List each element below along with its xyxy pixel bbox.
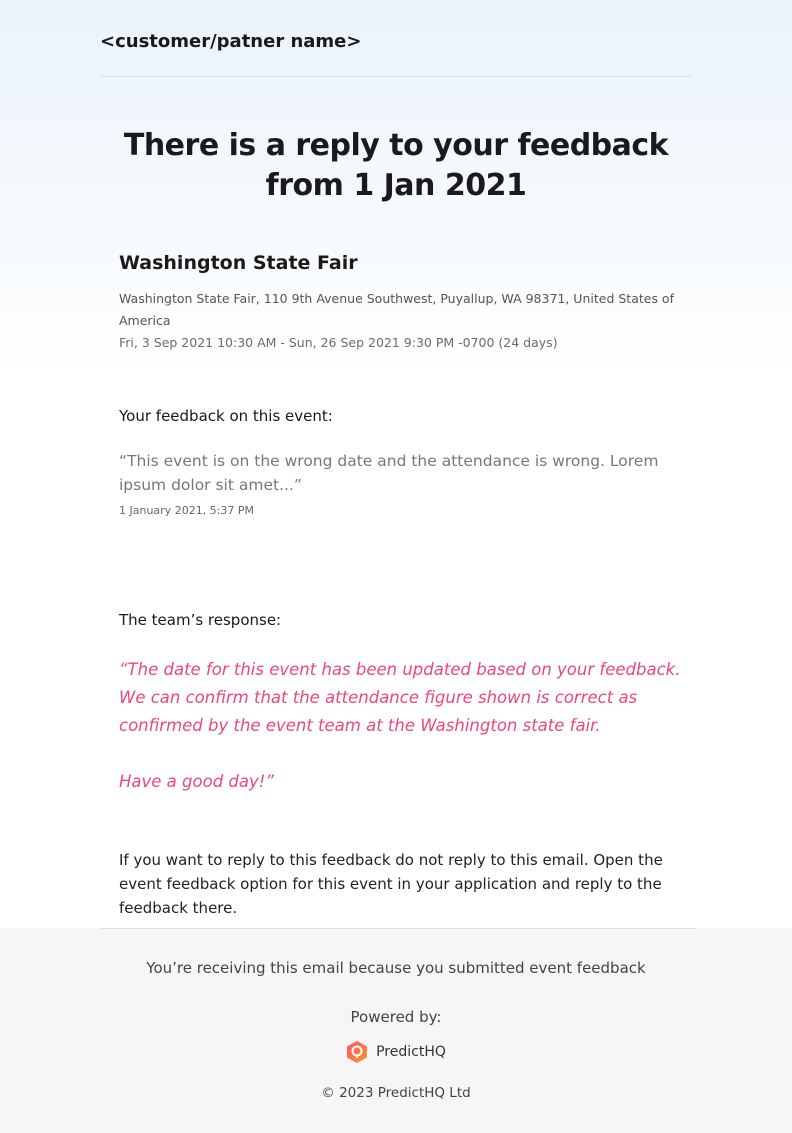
feedback-label: Your feedback on this event: <box>119 407 333 425</box>
response-signoff: Have a good day!” <box>119 772 274 791</box>
footer-divider <box>100 928 696 929</box>
copyright: © 2023 PredictHQ Ltd <box>321 1085 471 1101</box>
response-text <box>119 656 689 796</box>
customer-name: <customer/patner name> <box>100 31 362 52</box>
event-name: Washington State Fair <box>119 252 358 274</box>
event-dates: Fri, 3 Sep 2021 10:30 AM - Sun, 26 Sep 2021 9:30 PM -0700 (24 days) <box>119 335 558 350</box>
predicthq-logo[interactable] <box>0 1040 792 1064</box>
page-title: There is a reply to your feedback from 1 Jan 2021 <box>123 128 669 203</box>
header-divider <box>100 76 692 77</box>
response-label: The team’s response: <box>119 611 282 629</box>
response-body: “The date for this event has been updated based on your feedback. We can confirm that the attendance figure shown is correct as confirmed by the event team at the Washington state fair. <box>119 660 681 735</box>
event-address: Washington State Fair, 110 9th Avenue Southwest, Puyallup, WA 98371, United States of America <box>119 291 674 328</box>
reply-note: If you want to reply to this feedback do not reply to this email. Open the event feedback option for this event in your application and reply to the feedback there. <box>119 851 663 917</box>
feedback-timestamp: 1 January 2021, 5:37 PM <box>119 504 255 517</box>
logo-text: PredictHQ <box>376 1044 446 1060</box>
feedback-quote: “This event is on the wrong date and the attendance is wrong. Lorem ipsum dolor sit amet...” <box>119 452 659 494</box>
footer-reason: You’re receiving this email because you submitted event feedback <box>146 959 646 977</box>
powered-by: Powered by: <box>350 1008 442 1026</box>
predicthq-logo-icon <box>346 1040 368 1064</box>
